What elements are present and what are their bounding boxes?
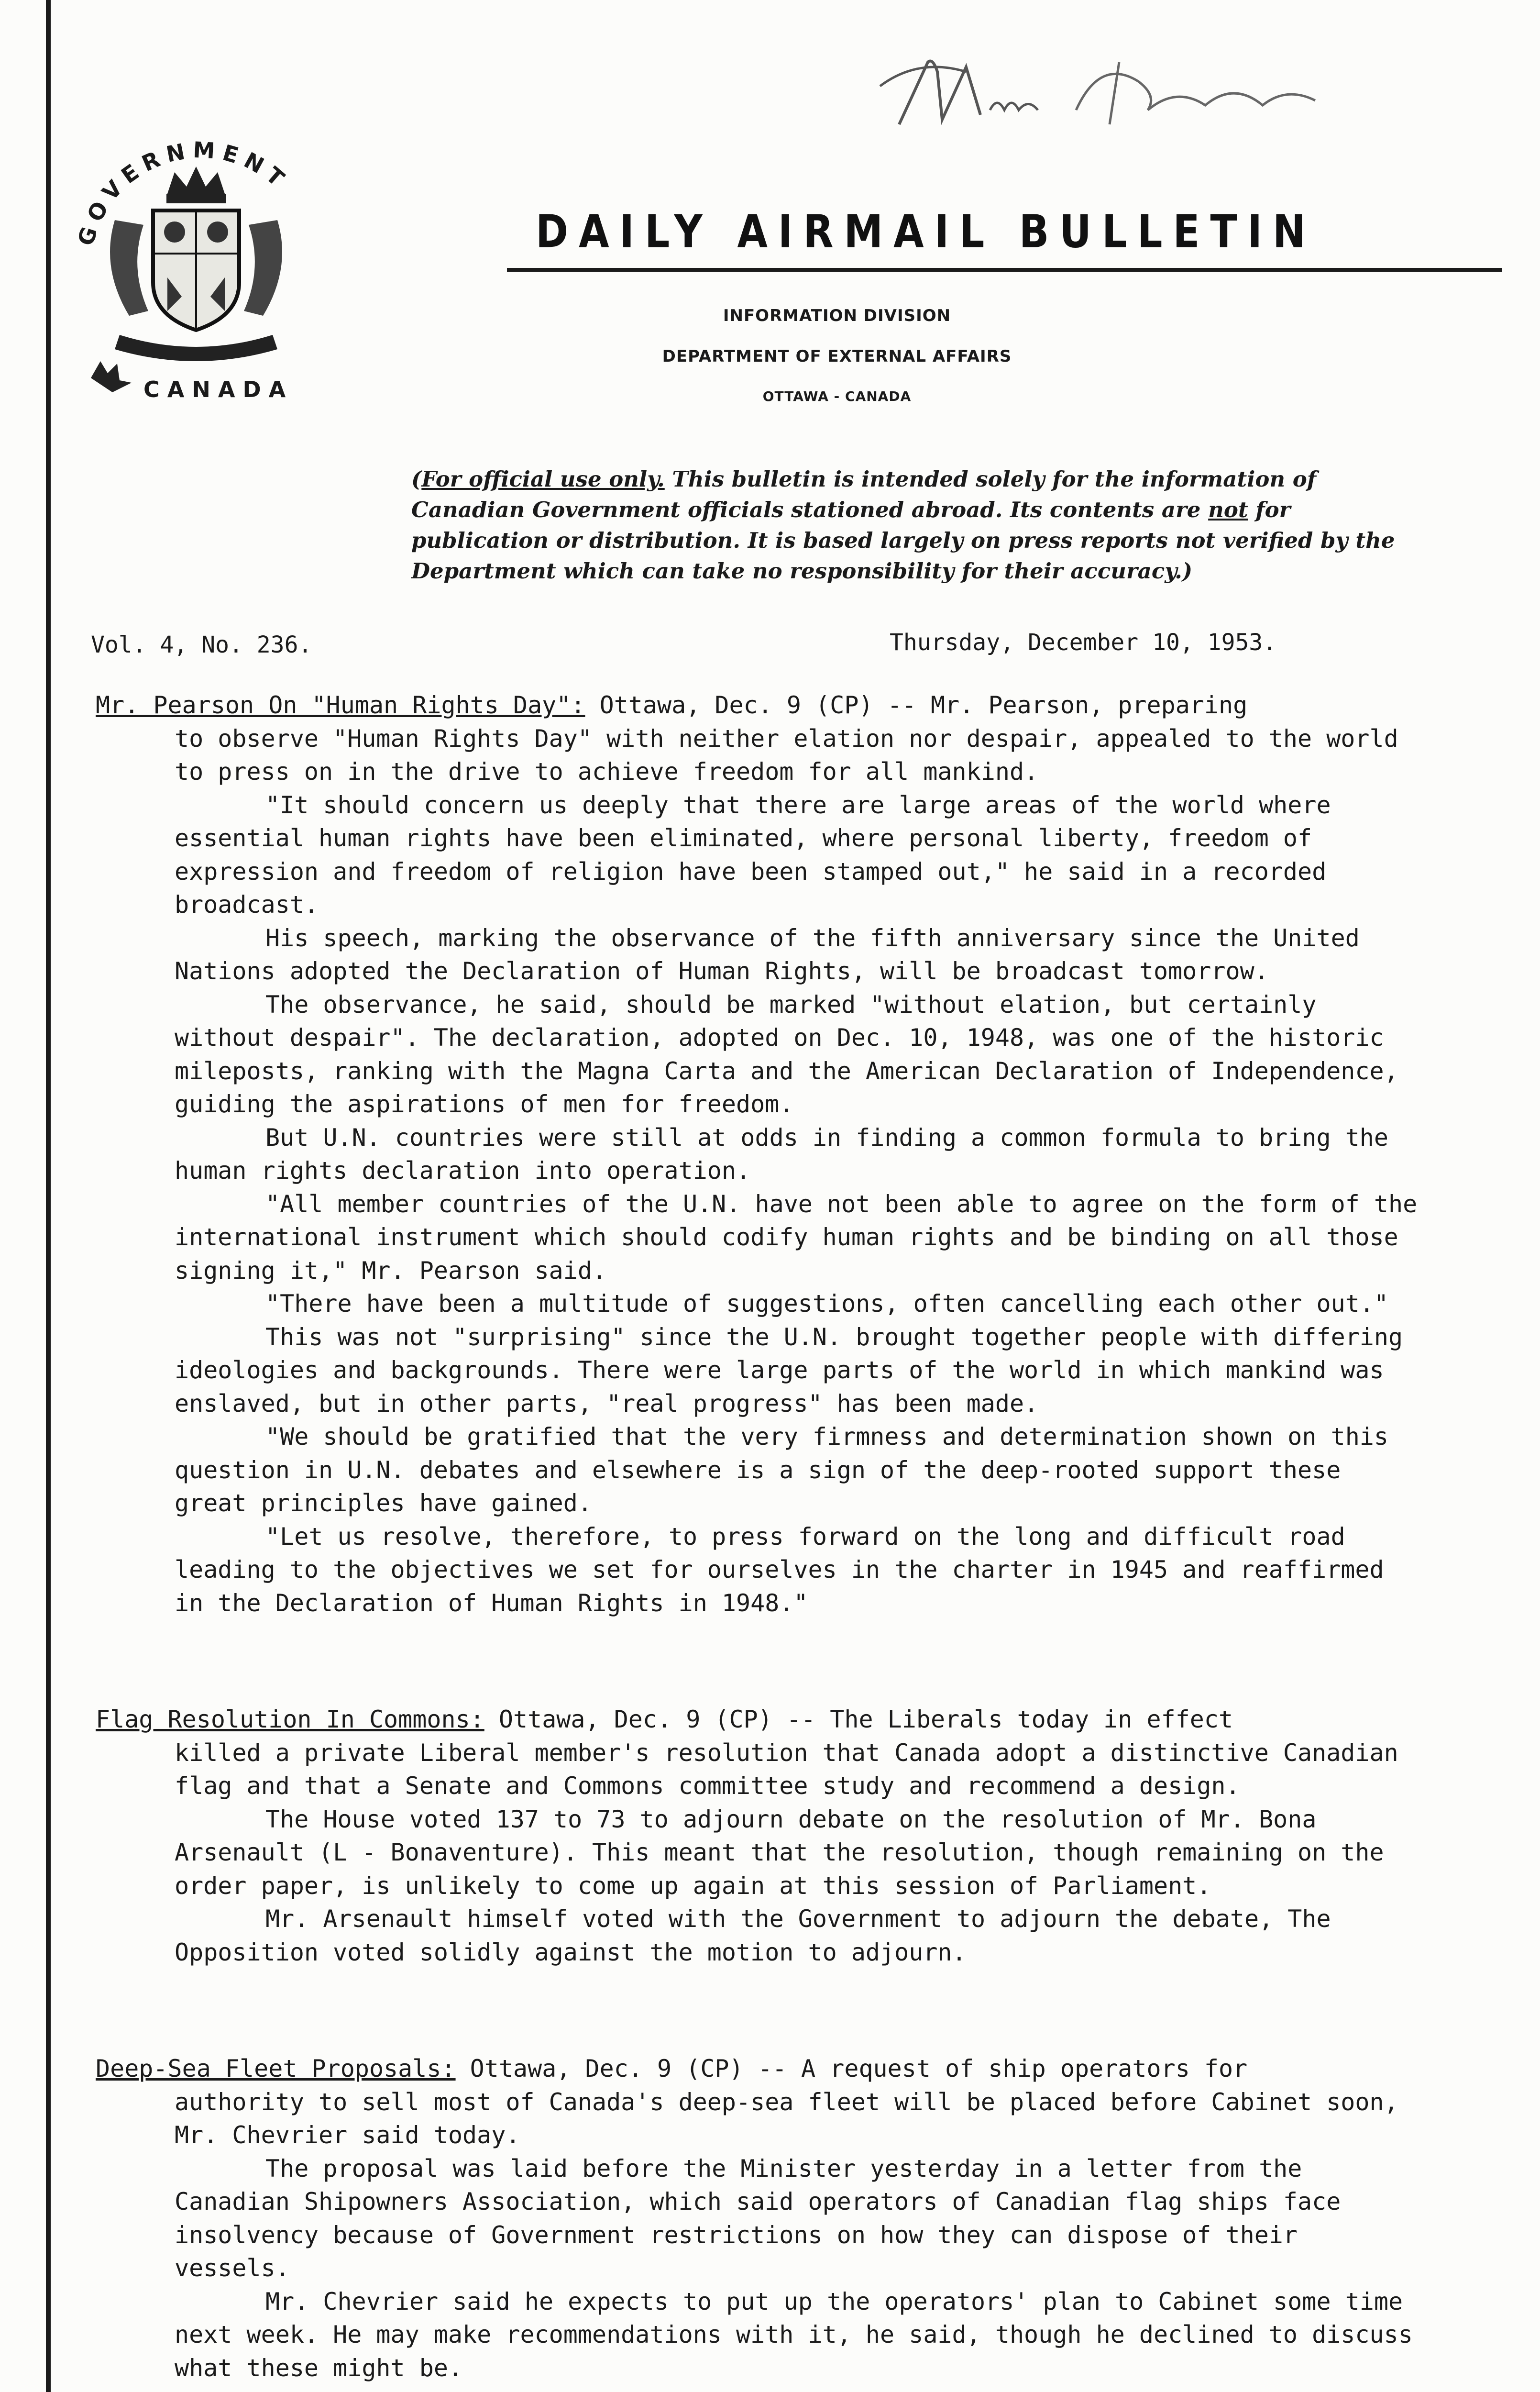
- article-dateline: Ottawa, Dec. 9 (CP) -- A request of ship operators for: [455, 2055, 1248, 2082]
- article-dateline: Ottawa, Dec. 9 (CP) -- The Liberals today in effect: [484, 1705, 1233, 1733]
- volume-number: Vol. 4, No. 236.: [91, 631, 312, 658]
- article-paragraph: Mr. Chevrier said he expects to put up the operators' plan to Cabinet some time next week. He may make recommendations with it, he said, though he declined to discuss what these might be.: [175, 2287, 1413, 2382]
- disclaimer-not: not: [1208, 497, 1248, 522]
- disclaimer-text-1: This bulletin is intended solely for the information of Canadian Government officials stationed abroad. Its contents are: [411, 466, 1317, 522]
- issue-date: Thursday, December 10, 1953.: [890, 629, 1277, 656]
- article-headline: Flag Resolution In Commons:: [96, 1705, 484, 1733]
- department-name: DEPARTMENT OF EXTERNAL AFFAIRS: [662, 347, 1012, 366]
- article-paragraph: This was not "surprising" since the U.N. brought together people with differing ideologies and backgrounds. There were large parts of the world in which mankind was enslaved, but in other parts, "real progress" has been made.: [175, 1323, 1403, 1417]
- location: OTTAWA - CANADA: [762, 388, 912, 404]
- article-flag-resolution: [96, 1703, 1425, 1969]
- article-paragraph: "Let us resolve, therefore, to press forward on the long and difficult road leading to the objectives we set for ourselves in the charter in 1945 and reaffirmed in the Declaration of Human Rights in 1948.": [175, 1522, 1384, 1617]
- article-lead-text: to observe "Human Rights Day" with neither elation nor despair, appealed to the world to press on in the drive to achieve freedom for all mankind.: [175, 724, 1398, 786]
- article-paragraph: The proposal was laid before the Minister yesterday in a letter from the Canadian Shipowners Association, which said operators of Canadian flag ships face insolvency because of Government restrictions on how they can dispose of their vessels.: [175, 2154, 1341, 2282]
- article-lead-text: killed a private Liberal member's resolution that Canada adopt a distinctive Canadian flag and that a Senate and Commons committee study and recommend a design.: [175, 1739, 1398, 1800]
- article-paragraph: But U.N. countries were still at odds in finding a common formula to bring the human rights declaration into operation.: [175, 1123, 1388, 1185]
- article-paragraph: "All member countries of the U.N. have not been able to agree on the form of the international instrument which should codify human rights and be binding on all those signing it," Mr. Pearson said.: [175, 1190, 1418, 1285]
- article-lead-text: authority to sell most of Canada's deep-sea fleet will be placed before Cabinet soon, Mr. Chevrier said today.: [175, 2088, 1398, 2149]
- article-paragraph: His speech, marking the observance of the fifth anniversary since the United Nations adopted the Declaration of Human Rights, will be broadcast tomorrow.: [175, 924, 1360, 985]
- article-headline: Deep-Sea Fleet Proposals:: [96, 2055, 456, 2082]
- coat-of-arms-seal: [72, 110, 320, 426]
- disclaimer-open-paren: (: [411, 466, 422, 492]
- article-paragraph: The House voted 137 to 73 to adjourn debate on the resolution of Mr. Bona Arsenault (L - Bonaventure). This meant that the resolution, though remaining on the order paper, is unlikely to come up again at this session of Parliament.: [175, 1805, 1384, 1900]
- disclaimer-official-use: For official use only.: [421, 466, 665, 492]
- article-dateline: Ottawa, Dec. 9 (CP) -- Mr. Pearson, preparing: [585, 691, 1248, 719]
- article-paragraph: The observance, he said, should be marked "without elation, but certainly without despair". The declaration, adopted on Dec. 10, 1948, was one of the historic mileposts, ranking with the Magna Carta and the American Declaration of Independence, guiding the aspirations of men for freedom.: [175, 990, 1398, 1118]
- disclaimer-notice: [411, 464, 1435, 587]
- bulletin-title: DAILY AIRMAIL BULLETIN: [536, 206, 1316, 258]
- article-human-rights-day: [96, 689, 1425, 1620]
- article-paragraph: "It should concern us deeply that there are large areas of the world where essential human rights have been eliminated, where personal liberty, freedom of expression and freedom of religion have been stamped out," he said in a recorded broadcast.: [175, 791, 1331, 919]
- article-headline: Mr. Pearson On "Human Rights Day":: [96, 691, 585, 719]
- article-paragraph: Mr. Arsenault himself voted with the Government to adjourn the debate, The Opposition voted solidly against the motion to adjourn.: [175, 1905, 1331, 1966]
- seal-text-canada: CANADA: [143, 377, 294, 402]
- article-deep-sea-fleet: [96, 2052, 1425, 2385]
- disclaimer-text-2: for publication or distribution. It is based largely on press reports not verified by the Department which can take no responsibility for their accuracy.): [411, 497, 1395, 584]
- article-paragraph: "There have been a multitude of suggestions, often cancelling each other out.": [265, 1290, 1388, 1318]
- division-name: INFORMATION DIVISION: [723, 306, 951, 325]
- handwritten-signature: [870, 29, 1349, 153]
- article-paragraph: "We should be gratified that the very firmness and determination shown on this question in U.N. debates and elsewhere is a sign of the deep-rooted support these great principles have gained.: [175, 1423, 1388, 1517]
- left-margin-rule: [46, 0, 51, 2392]
- masthead-rule: [507, 268, 1502, 272]
- seal-text-government: GOVERNMENT: [72, 136, 295, 249]
